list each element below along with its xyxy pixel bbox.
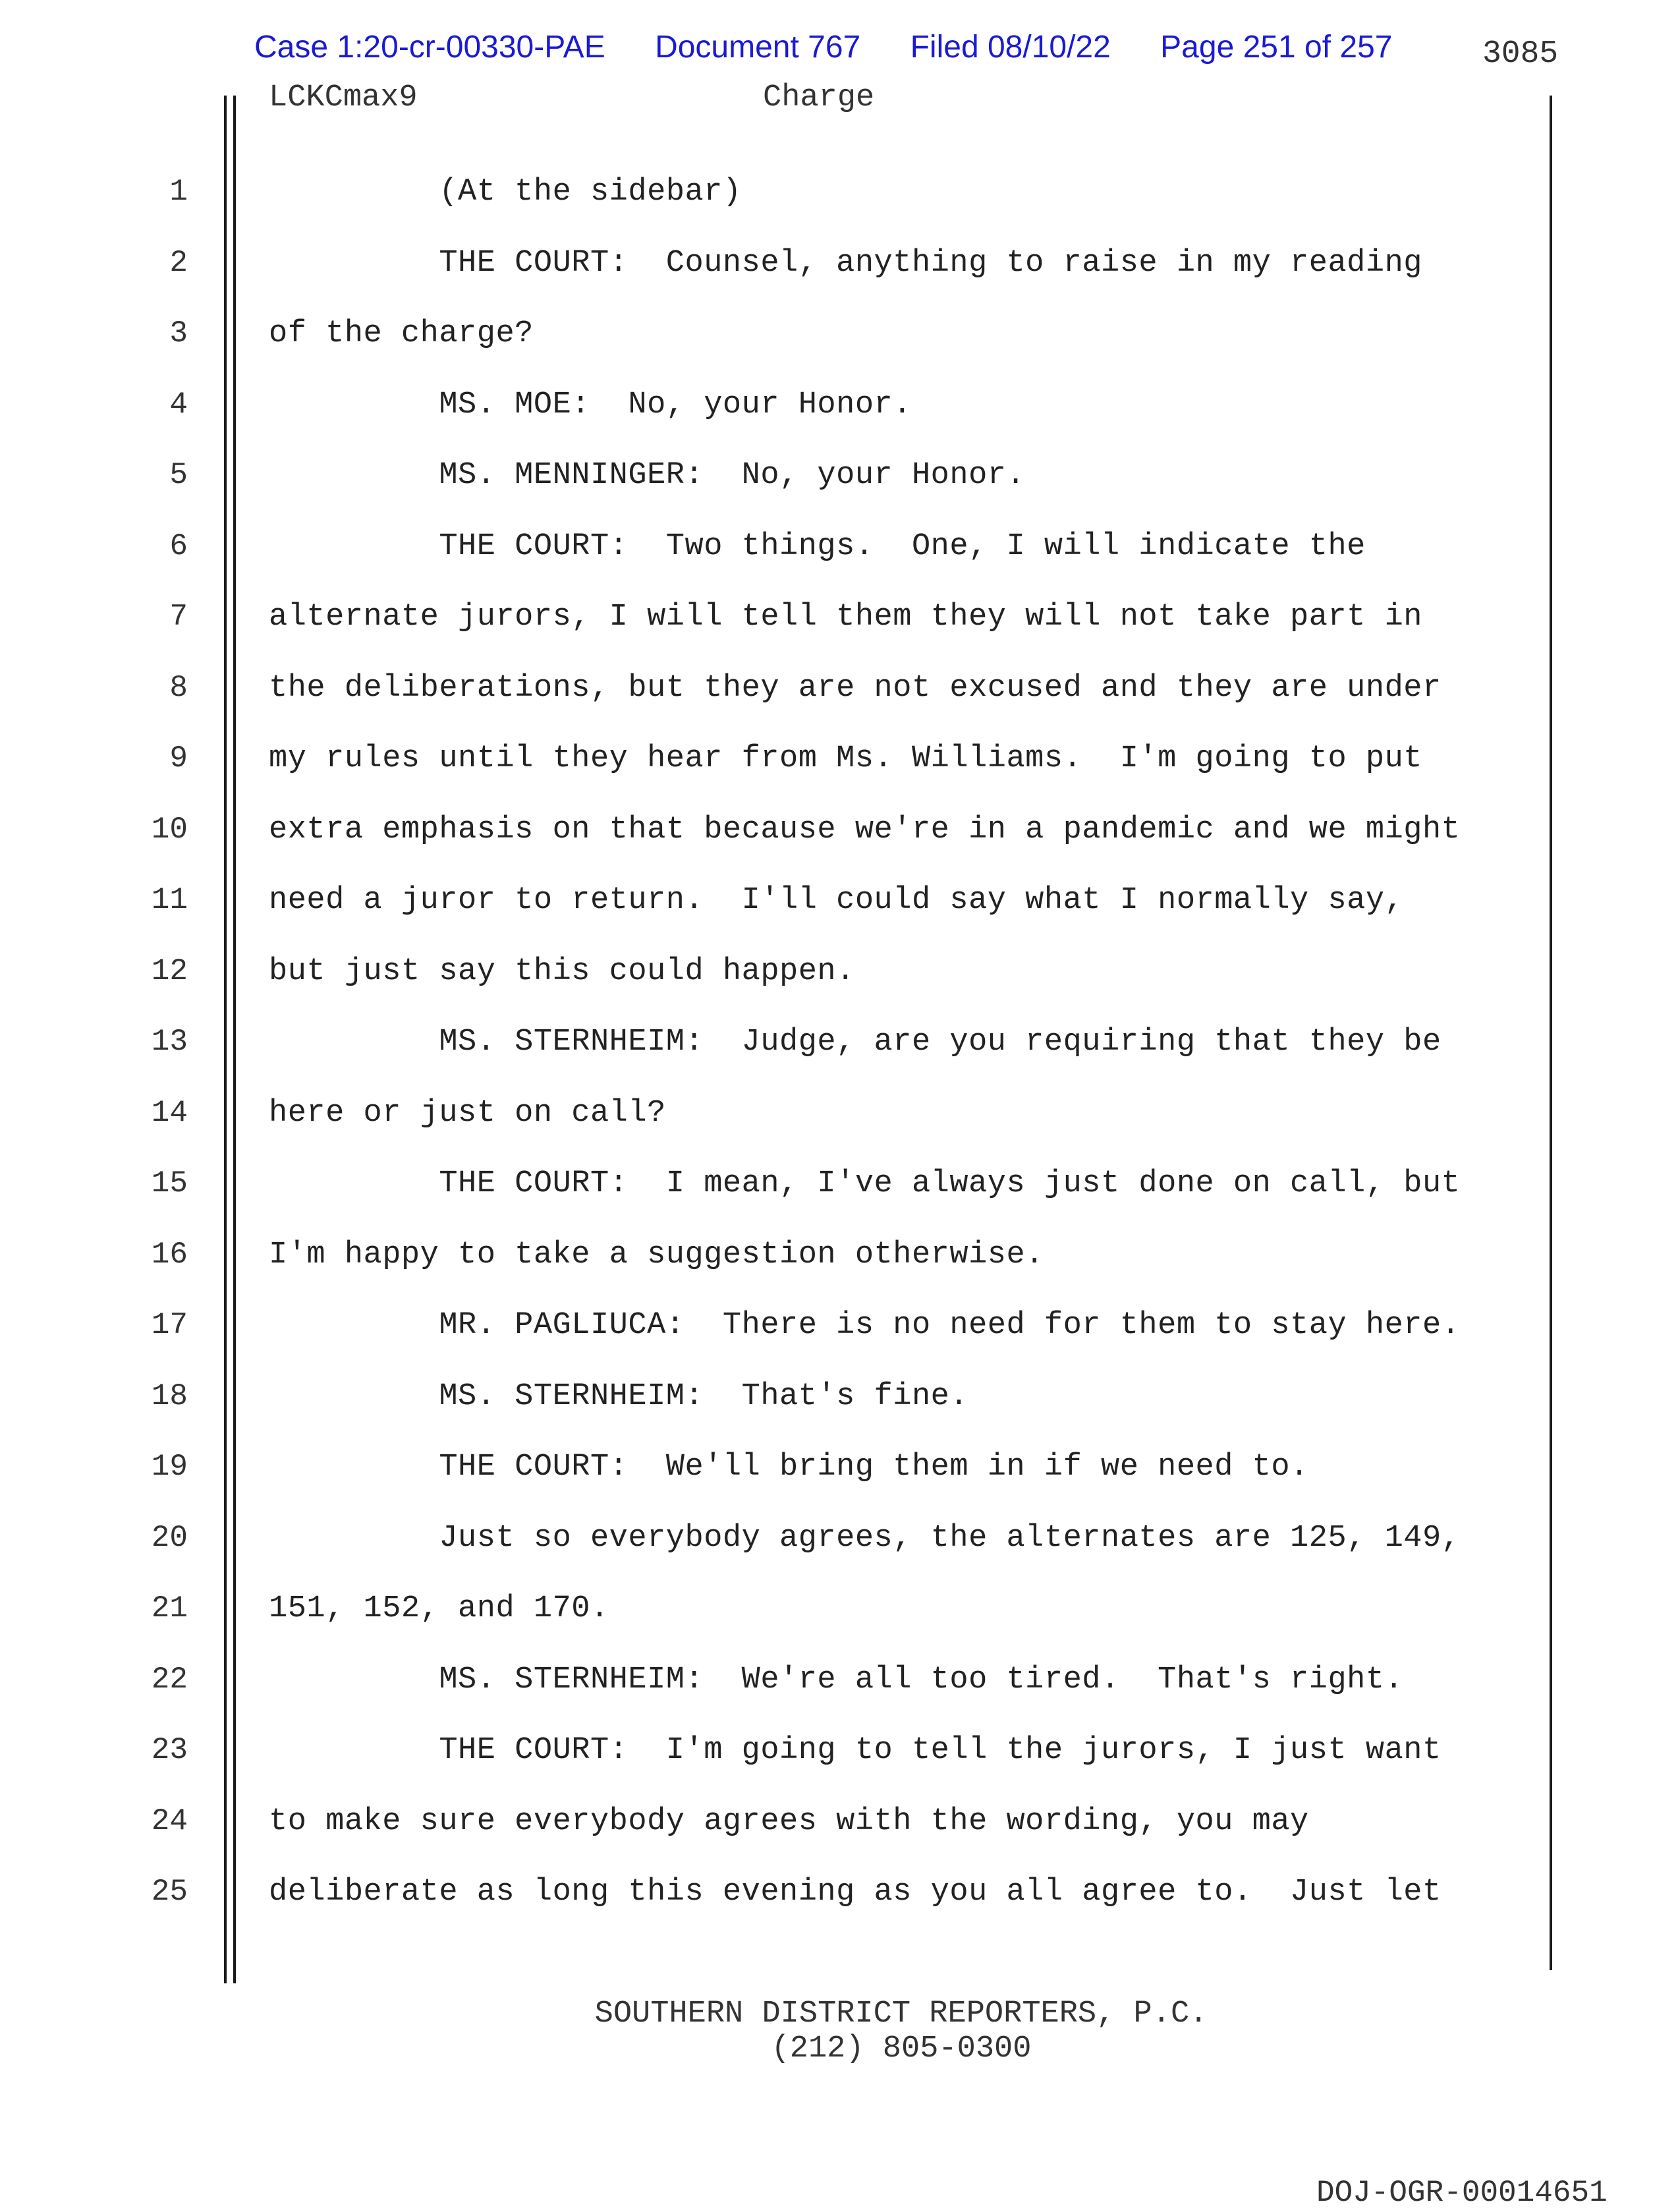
ecf-case-number: Case 1:20-cr-00330-PAE: [254, 30, 605, 65]
reporter-phone: (212) 805-0300: [771, 2031, 1032, 2066]
transcript-line: my rules until they hear from Ms. Williams. I'm going to put: [269, 741, 1422, 776]
line-number: 19: [151, 1450, 188, 1484]
line-number: 24: [151, 1804, 188, 1838]
line-number: 16: [151, 1237, 188, 1272]
right-margin-rule: [1550, 96, 1552, 1970]
transcript-line: need a juror to return. I'll could say what I normally say,: [269, 883, 1404, 918]
line-number: 3: [169, 316, 188, 351]
line-number: 25: [151, 1875, 188, 1909]
bates-number: DOJ-OGR-00014651: [1316, 2176, 1608, 2210]
transcript-line: MR. PAGLIUCA: There is no need for them to stay here.: [269, 1308, 1461, 1343]
transcript-line: of the charge?: [269, 316, 534, 351]
transcript-line: alternate jurors, I will tell them they will not take part in: [269, 600, 1422, 635]
line-number: 7: [169, 600, 188, 634]
transcript-line: (At the sidebar): [269, 175, 742, 210]
line-number: 17: [151, 1308, 188, 1342]
line-number: 9: [169, 741, 188, 776]
ecf-filed-date: Filed 08/10/22: [910, 30, 1111, 65]
line-number: 11: [151, 883, 188, 917]
transcript-line: deliberate as long this evening as you all agree to. Just let: [269, 1875, 1442, 1910]
reporter-name: SOUTHERN DISTRICT REPORTERS, P.C.: [594, 1997, 1208, 2031]
ecf-header: [254, 29, 1392, 65]
transcript-line: extra emphasis on that because we're in a pandemic and we might: [269, 812, 1461, 847]
ecf-document-number: Document 767: [655, 30, 861, 65]
transcript-line: MS. STERNHEIM: Judge, are you requiring that they be: [269, 1025, 1442, 1060]
line-number: 22: [151, 1662, 188, 1697]
line-number: 5: [169, 458, 188, 492]
line-number: 2: [169, 246, 188, 280]
line-number: 12: [151, 954, 188, 988]
transcript-line: THE COURT: I'm going to tell the jurors, I just want: [269, 1733, 1442, 1768]
ecf-page-count: Page 251 of 257: [1160, 30, 1393, 65]
transcript-line: THE COURT: I mean, I've always just done on call, but: [269, 1166, 1461, 1201]
line-number: 21: [151, 1591, 188, 1626]
transcript-line: THE COURT: Counsel, anything to raise in my reading: [269, 246, 1422, 281]
running-head-case-code: LCKCmax9: [269, 80, 418, 115]
transcript-line: 151, 152, and 170.: [269, 1591, 609, 1626]
line-number: 10: [151, 812, 188, 847]
transcript-line: here or just on call?: [269, 1096, 666, 1131]
line-number: 14: [151, 1096, 188, 1130]
transcript-line: MS. MOE: No, your Honor.: [269, 387, 912, 422]
line-number: 4: [169, 387, 188, 422]
line-number: 6: [169, 529, 188, 563]
transcript-line: MS. STERNHEIM: That's fine.: [269, 1379, 969, 1414]
transcript-line: I'm happy to take a suggestion otherwise.: [269, 1237, 1044, 1272]
transcript-line: MS. MENNINGER: No, your Honor.: [269, 458, 1026, 493]
transcript-line: but just say this could happen.: [269, 954, 855, 989]
transcript-line: THE COURT: We'll bring them in if we need to.: [269, 1450, 1309, 1485]
line-number: 18: [151, 1379, 188, 1413]
left-margin-rule-inner: [233, 96, 236, 1983]
running-head-section: Charge: [763, 80, 875, 115]
line-number: 23: [151, 1733, 188, 1767]
line-number: 20: [151, 1521, 188, 1555]
transcript-line: Just so everybody agrees, the alternates are 125, 149,: [269, 1521, 1461, 1556]
line-number: 15: [151, 1166, 188, 1201]
line-number: 13: [151, 1025, 188, 1059]
line-number: 8: [169, 671, 188, 705]
transcript-line: MS. STERNHEIM: We're all too tired. That's right.: [269, 1662, 1404, 1697]
transcript-line: THE COURT: Two things. One, I will indicate the: [269, 529, 1366, 564]
transcript-line: the deliberations, but they are not excused and they are under: [269, 671, 1442, 706]
transcript-page-number: 3085: [1482, 36, 1559, 72]
left-margin-rule-outer: [224, 96, 227, 1983]
line-number: 1: [169, 175, 188, 209]
transcript-line: to make sure everybody agrees with the wording, you may: [269, 1804, 1309, 1839]
